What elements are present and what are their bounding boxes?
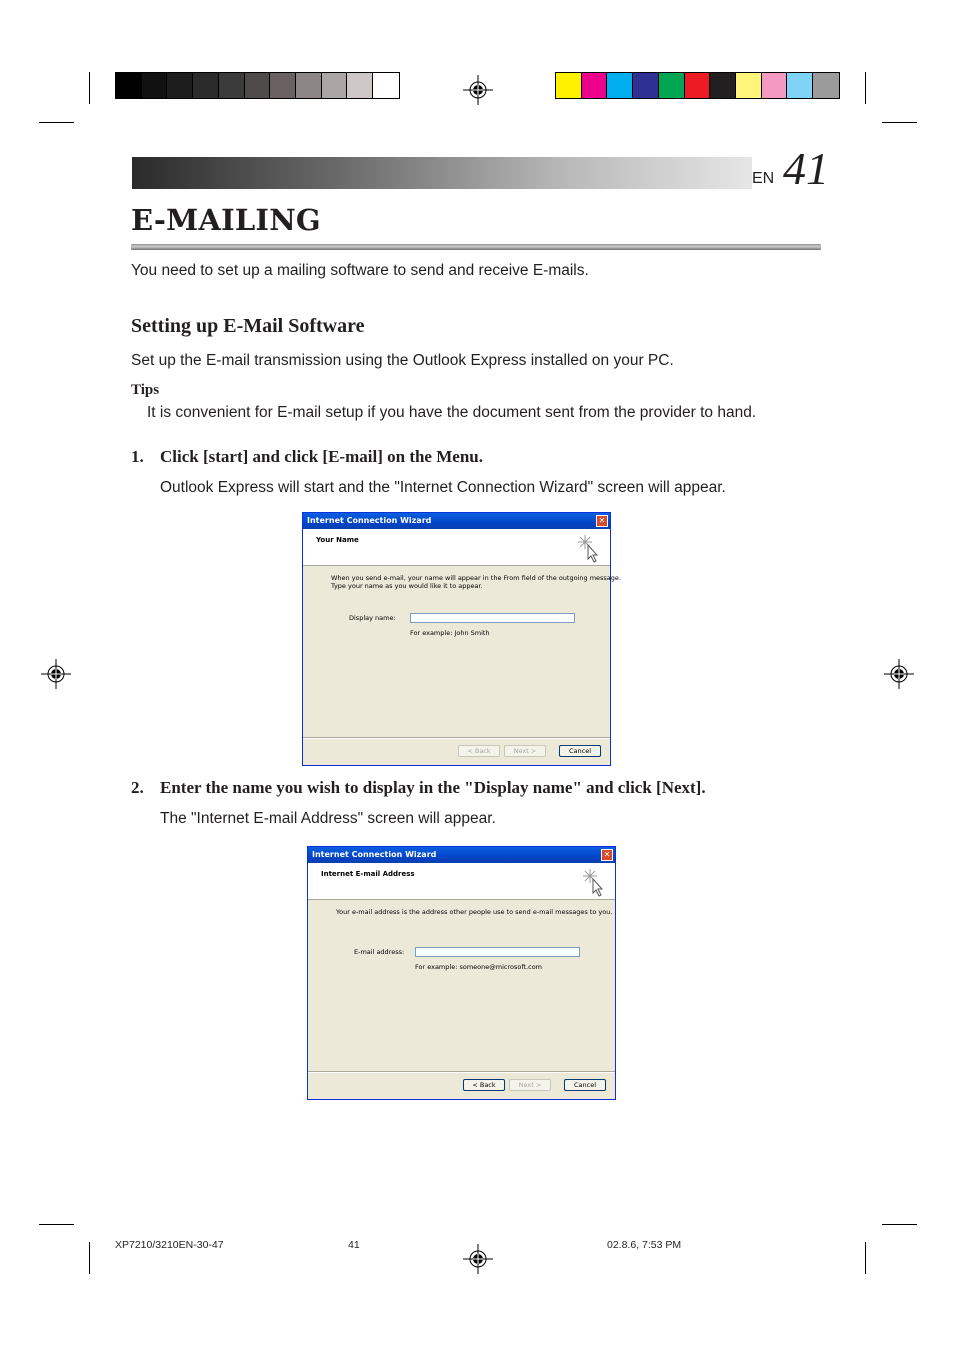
- wizard-dialog-your-name: [302, 512, 621, 766]
- step-instruction: Enter the name you wish to display in the "Display name" and click [Next].: [160, 778, 706, 797]
- dialog-example: For example: someone@microsoft.com: [415, 963, 542, 971]
- close-icon[interactable]: ✕: [596, 515, 608, 527]
- color-swatch: [710, 73, 736, 98]
- color-swatch: [373, 73, 399, 98]
- dialog-header: [303, 529, 610, 566]
- email-address-input[interactable]: [415, 947, 580, 957]
- tips-text: It is convenient for E-mail setup if you have the document sent from the provider to hand.: [147, 404, 757, 421]
- back-button[interactable]: < Back: [458, 745, 500, 757]
- registration-mark-icon: [41, 659, 71, 689]
- registration-mark-icon: [884, 659, 914, 689]
- crop-mark: [882, 1224, 917, 1225]
- header-band: [132, 157, 752, 189]
- display-name-input[interactable]: [410, 613, 575, 623]
- dialog-text: When you send e-mail, your name will appear in the From field of the outgoing message.: [331, 574, 621, 582]
- color-swatch: [607, 73, 633, 98]
- color-swatch: [270, 73, 296, 98]
- dialog-header: [308, 863, 615, 900]
- step-number: 1.: [131, 447, 144, 466]
- page-title: E-MAILING: [131, 203, 321, 237]
- display-name-label: Display name:: [349, 614, 396, 622]
- dialog-heading: Your Name: [316, 536, 359, 544]
- color-swatch: [296, 73, 322, 98]
- step-instruction: Click [start] and click [E-mail] on the Menu.: [160, 447, 483, 466]
- dialog-separator: [303, 737, 610, 739]
- color-swatch: [556, 73, 582, 98]
- step-number: 2.: [131, 778, 144, 797]
- color-swatch: [322, 73, 348, 98]
- color-swatch: [813, 73, 839, 98]
- intro-text: You need to set up a mailing software to send and receive E-mails.: [131, 262, 589, 279]
- dialog-title: Internet Connection Wizard: [312, 850, 437, 859]
- color-swatch: [193, 73, 219, 98]
- color-swatch: [659, 73, 685, 98]
- grayscale-calibration-bar: [115, 72, 400, 99]
- tips-label: Tips: [131, 382, 160, 398]
- footer-page: 41: [348, 1239, 360, 1251]
- dialog-heading: Internet E-mail Address: [321, 870, 415, 878]
- dialog-text: Type your name as you would like it to appear.: [331, 582, 483, 590]
- color-swatch: [167, 73, 193, 98]
- color-swatch: [736, 73, 762, 98]
- registration-mark-icon: [463, 75, 493, 105]
- crop-mark: [865, 72, 866, 104]
- next-button[interactable]: Next >: [509, 1079, 551, 1091]
- color-swatch: [582, 73, 608, 98]
- dialog-separator: [308, 1071, 615, 1073]
- crop-mark: [39, 1224, 74, 1225]
- footer-file: XP7210/3210EN-30-47: [115, 1239, 224, 1251]
- color-swatch: [219, 73, 245, 98]
- crop-mark: [39, 122, 74, 123]
- language-label: EN: [752, 170, 775, 187]
- back-button[interactable]: < Back: [463, 1079, 505, 1091]
- title-rule: [131, 244, 821, 250]
- crop-mark: [865, 1242, 866, 1274]
- registration-mark-icon: [463, 1244, 493, 1274]
- crop-mark: [89, 1242, 90, 1274]
- step-detail: The "Internet E-mail Address" screen will appear.: [160, 810, 496, 827]
- email-address-label: E-mail address:: [354, 948, 405, 956]
- next-button[interactable]: Next >: [504, 745, 546, 757]
- crop-mark: [89, 72, 90, 104]
- wizard-dialog-email-address: [307, 846, 616, 1100]
- wizard-cursor-icon: [576, 533, 602, 563]
- section-description: Set up the E-mail transmission using the Outlook Express installed on your PC.: [131, 352, 674, 369]
- dialog-text: Your e-mail address is the address other people use to send e-mail messages to you.: [336, 908, 613, 916]
- wizard-cursor-icon: [581, 867, 607, 897]
- section-heading: Setting up E-Mail Software: [131, 315, 365, 337]
- color-swatch: [633, 73, 659, 98]
- color-calibration-bar: [555, 72, 840, 99]
- color-swatch: [762, 73, 788, 98]
- step-detail: Outlook Express will start and the "Internet Connection Wizard" screen will appear.: [160, 479, 726, 496]
- color-swatch: [116, 73, 142, 98]
- color-swatch: [245, 73, 271, 98]
- color-swatch: [347, 73, 373, 98]
- crop-mark: [882, 122, 917, 123]
- page-number: 41: [783, 143, 829, 194]
- dialog-titlebar: [303, 513, 610, 529]
- dialog-example: For example: John Smith: [410, 629, 490, 637]
- color-swatch: [685, 73, 711, 98]
- footer-date: 02.8.6, 7:53 PM: [607, 1239, 682, 1251]
- cancel-button[interactable]: Cancel: [564, 1079, 606, 1091]
- color-swatch: [787, 73, 813, 98]
- dialog-titlebar: [308, 847, 615, 863]
- dialog-title: Internet Connection Wizard: [307, 516, 432, 525]
- color-swatch: [142, 73, 168, 98]
- close-icon[interactable]: ✕: [601, 849, 613, 861]
- cancel-button[interactable]: Cancel: [559, 745, 601, 757]
